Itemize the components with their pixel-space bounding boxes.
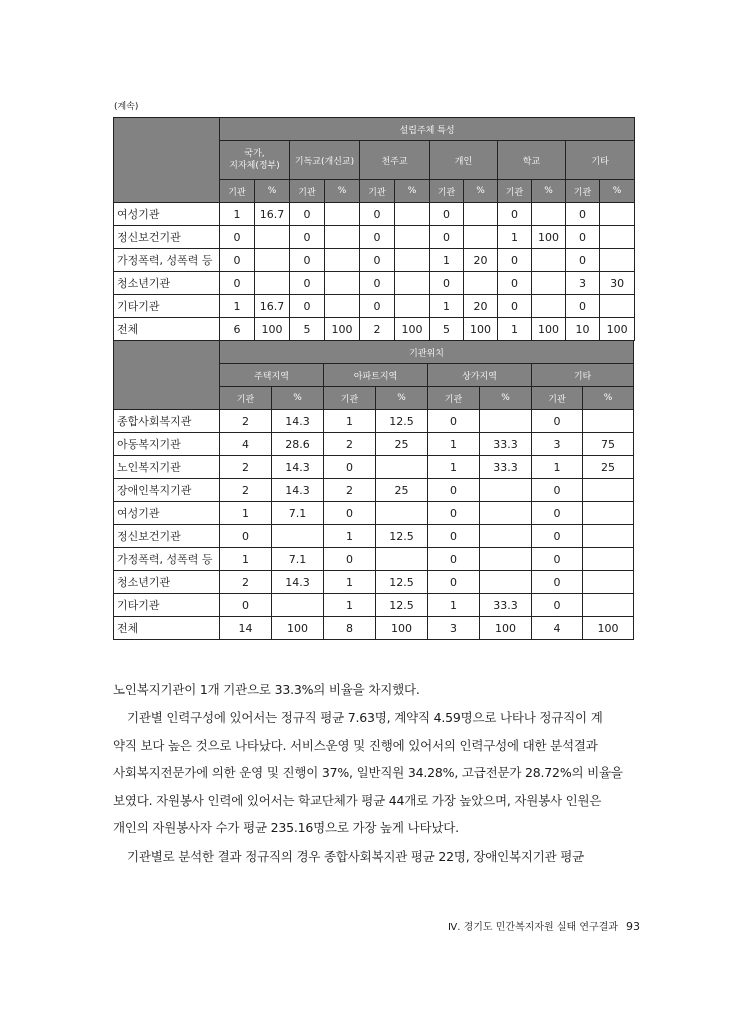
count-cell: 0 — [532, 502, 583, 525]
percent-cell — [600, 226, 635, 249]
table-row — [114, 295, 635, 318]
percent-cell: 100 — [532, 226, 566, 249]
percent-cell — [480, 502, 532, 525]
percent-cell — [532, 249, 566, 272]
count-cell: 4 — [220, 433, 272, 456]
body-text-line-5: 보였다. 자원봉사 인력에 있어서는 학교단체가 평균 44개로 가장 높았으며, 자원봉사 인원은 — [113, 793, 602, 808]
percent-cell — [583, 525, 634, 548]
percent-cell: 14.3 — [272, 571, 324, 594]
subheader-count: 기관 — [324, 387, 376, 410]
row-label: 종합사회복지관 — [114, 410, 220, 433]
percent-cell: 7.1 — [272, 502, 324, 525]
percent-cell: 14.3 — [272, 456, 324, 479]
percent-cell — [395, 203, 430, 226]
count-cell: 5 — [430, 318, 464, 341]
table-row — [114, 272, 635, 295]
percent-cell — [325, 272, 360, 295]
count-cell: 2 — [324, 479, 376, 502]
percent-cell: 100 — [600, 318, 635, 341]
percent-cell — [255, 226, 290, 249]
percent-cell: 28.6 — [272, 433, 324, 456]
percent-cell: 100 — [272, 617, 324, 640]
subheader-percent: % — [376, 387, 428, 410]
subheader-percent: % — [255, 180, 290, 203]
subheader-percent: % — [480, 387, 532, 410]
col-header-government: 국가, 지자체(정부) — [220, 141, 290, 180]
group-header: 기관위치 — [220, 341, 634, 364]
percent-cell — [480, 525, 532, 548]
count-cell: 0 — [428, 548, 480, 571]
percent-cell: 33.3 — [480, 433, 532, 456]
count-cell: 0 — [360, 203, 395, 226]
count-cell: 0 — [290, 272, 325, 295]
table-row — [114, 502, 634, 525]
percent-cell: 33.3 — [480, 594, 532, 617]
percent-cell — [464, 272, 498, 295]
count-cell: 2 — [324, 433, 376, 456]
count-cell: 0 — [566, 249, 600, 272]
percent-cell: 12.5 — [376, 525, 428, 548]
row-label-header — [114, 118, 220, 203]
row-label: 여성기관 — [114, 502, 220, 525]
count-cell: 5 — [290, 318, 325, 341]
row-label: 노인복지기관 — [114, 456, 220, 479]
row-label: 기타기관 — [114, 295, 220, 318]
subheader-percent: % — [325, 180, 360, 203]
percent-cell: 75 — [583, 433, 634, 456]
count-cell: 3 — [566, 272, 600, 295]
percent-cell: 25 — [376, 479, 428, 502]
percent-cell — [532, 295, 566, 318]
count-cell: 0 — [532, 548, 583, 571]
subheader-count: 기관 — [566, 180, 600, 203]
table-row — [114, 571, 634, 594]
table-row — [114, 249, 635, 272]
count-cell: 0 — [428, 525, 480, 548]
table-row — [114, 525, 634, 548]
count-cell: 0 — [290, 295, 325, 318]
percent-cell: 14.3 — [272, 479, 324, 502]
row-label: 정신보건기관 — [114, 226, 220, 249]
percent-cell: 14.3 — [272, 410, 324, 433]
continued-label: (계속) — [114, 102, 139, 112]
table-row — [114, 594, 634, 617]
subheader-percent: % — [395, 180, 430, 203]
percent-cell — [532, 272, 566, 295]
percent-cell — [272, 525, 324, 548]
percent-cell — [325, 249, 360, 272]
subheader-count: 기관 — [360, 180, 395, 203]
count-cell: 0 — [430, 203, 464, 226]
count-cell: 1 — [498, 226, 532, 249]
col-header-commercial: 상가지역 — [428, 364, 532, 387]
col-header-individual: 개인 — [430, 141, 498, 180]
count-cell: 0 — [220, 226, 255, 249]
percent-cell — [480, 479, 532, 502]
count-cell: 1 — [220, 203, 255, 226]
percent-cell — [395, 295, 430, 318]
percent-cell — [464, 226, 498, 249]
count-cell: 0 — [428, 479, 480, 502]
count-cell: 8 — [324, 617, 376, 640]
percent-cell: 100 — [395, 318, 430, 341]
count-cell: 0 — [220, 594, 272, 617]
count-cell: 0 — [428, 410, 480, 433]
col-header-protestant: 기독교(개신교) — [290, 141, 360, 180]
percent-cell — [325, 226, 360, 249]
percent-cell — [600, 249, 635, 272]
row-label: 기타기관 — [114, 594, 220, 617]
col-header-residential: 주택지역 — [220, 364, 324, 387]
count-cell: 0 — [532, 525, 583, 548]
percent-cell — [600, 203, 635, 226]
subheader-percent: % — [583, 387, 634, 410]
percent-cell: 30 — [600, 272, 635, 295]
subheader-count: 기관 — [498, 180, 532, 203]
row-label: 전체 — [114, 318, 220, 341]
percent-cell — [480, 571, 532, 594]
count-cell: 0 — [498, 272, 532, 295]
col-header-other: 기타 — [566, 141, 635, 180]
percent-cell: 25 — [583, 456, 634, 479]
table-row — [114, 318, 635, 341]
subheader-count: 기관 — [220, 387, 272, 410]
count-cell: 0 — [566, 203, 600, 226]
count-cell: 0 — [290, 203, 325, 226]
count-cell: 1 — [324, 594, 376, 617]
percent-cell — [376, 548, 428, 571]
subheader-count: 기관 — [428, 387, 480, 410]
table-row — [114, 548, 634, 571]
count-cell: 1 — [324, 525, 376, 548]
count-cell: 0 — [498, 249, 532, 272]
count-cell: 0 — [532, 410, 583, 433]
percent-cell — [395, 272, 430, 295]
count-cell: 0 — [428, 502, 480, 525]
row-label: 여성기관 — [114, 203, 220, 226]
col-header-apartment: 아파트지역 — [324, 364, 428, 387]
percent-cell — [255, 249, 290, 272]
count-cell: 2 — [220, 456, 272, 479]
count-cell: 4 — [532, 617, 583, 640]
percent-cell — [583, 571, 634, 594]
percent-cell — [583, 594, 634, 617]
count-cell: 0 — [566, 226, 600, 249]
col-header-catholic: 천주교 — [360, 141, 430, 180]
table-row — [114, 617, 634, 640]
count-cell: 0 — [220, 272, 255, 295]
subheader-count: 기관 — [532, 387, 583, 410]
count-cell: 0 — [324, 548, 376, 571]
subheader-count: 기관 — [430, 180, 464, 203]
count-cell: 0 — [360, 226, 395, 249]
count-cell: 0 — [290, 249, 325, 272]
count-cell: 0 — [532, 594, 583, 617]
founding-body-table — [113, 117, 635, 341]
running-title: Ⅳ. 경기도 민간복지자원 실태 연구결과 — [448, 922, 619, 933]
count-cell: 1 — [220, 295, 255, 318]
table-row — [114, 456, 634, 479]
table-row — [114, 203, 635, 226]
percent-cell: 25 — [376, 433, 428, 456]
percent-cell: 100 — [583, 617, 634, 640]
percent-cell: 100 — [376, 617, 428, 640]
group-header: 설립주체 특성 — [220, 118, 635, 141]
count-cell: 0 — [324, 456, 376, 479]
count-cell: 3 — [532, 433, 583, 456]
row-label: 장애인복지기관 — [114, 479, 220, 502]
subheader-percent: % — [532, 180, 566, 203]
percent-cell: 12.5 — [376, 410, 428, 433]
body-text-line-2: 기관별 인력구성에 있어서는 정규직 평균 7.63명, 계약직 4.59명으로 나타나 정규직이 계 — [127, 710, 603, 725]
percent-cell — [376, 502, 428, 525]
subheader-count: 기관 — [220, 180, 255, 203]
count-cell: 1 — [220, 502, 272, 525]
count-cell: 2 — [220, 479, 272, 502]
percent-cell: 12.5 — [376, 571, 428, 594]
percent-cell: 33.3 — [480, 456, 532, 479]
count-cell: 1 — [532, 456, 583, 479]
page-number: 93 — [626, 920, 641, 933]
count-cell: 2 — [360, 318, 395, 341]
count-cell: 3 — [428, 617, 480, 640]
count-cell: 6 — [220, 318, 255, 341]
row-label: 가정폭력, 성폭력 등 — [114, 548, 220, 571]
count-cell: 2 — [220, 410, 272, 433]
body-text-line-1: 노인복지기관이 1개 기관으로 33.3%의 비율을 차지했다. — [113, 682, 420, 697]
count-cell: 14 — [220, 617, 272, 640]
count-cell: 10 — [566, 318, 600, 341]
percent-cell — [583, 479, 634, 502]
row-label: 전체 — [114, 617, 220, 640]
percent-cell — [272, 594, 324, 617]
percent-cell — [325, 295, 360, 318]
percent-cell: 100 — [255, 318, 290, 341]
page-footer — [448, 918, 640, 933]
percent-cell — [395, 249, 430, 272]
count-cell: 0 — [566, 295, 600, 318]
count-cell: 1 — [430, 249, 464, 272]
table-row — [114, 479, 634, 502]
col-header-other: 기타 — [532, 364, 634, 387]
table-row — [114, 226, 635, 249]
percent-cell — [325, 203, 360, 226]
percent-cell — [480, 548, 532, 571]
percent-cell: 20 — [464, 249, 498, 272]
count-cell: 0 — [532, 479, 583, 502]
row-label-header — [114, 341, 220, 410]
percent-cell: 100 — [532, 318, 566, 341]
count-cell: 0 — [220, 525, 272, 548]
table-row — [114, 433, 634, 456]
subheader-count: 기관 — [290, 180, 325, 203]
count-cell: 0 — [290, 226, 325, 249]
count-cell: 1 — [430, 295, 464, 318]
location-table — [113, 340, 634, 640]
count-cell: 2 — [220, 571, 272, 594]
percent-cell — [255, 272, 290, 295]
count-cell: 1 — [220, 548, 272, 571]
percent-cell: 12.5 — [376, 594, 428, 617]
count-cell: 0 — [324, 502, 376, 525]
percent-cell: 100 — [480, 617, 532, 640]
subheader-percent: % — [464, 180, 498, 203]
row-label: 가정폭력, 성폭력 등 — [114, 249, 220, 272]
row-label: 청소년기관 — [114, 571, 220, 594]
table-row — [114, 410, 634, 433]
count-cell: 0 — [498, 203, 532, 226]
percent-cell — [583, 410, 634, 433]
row-label: 아동복지기관 — [114, 433, 220, 456]
percent-cell — [600, 295, 635, 318]
percent-cell: 16.7 — [255, 295, 290, 318]
count-cell: 1 — [324, 410, 376, 433]
count-cell: 0 — [498, 295, 532, 318]
col-header-school: 학교 — [498, 141, 566, 180]
count-cell: 0 — [360, 295, 395, 318]
percent-cell — [376, 456, 428, 479]
percent-cell — [480, 410, 532, 433]
percent-cell — [395, 226, 430, 249]
count-cell: 0 — [430, 226, 464, 249]
body-text-line-3: 약직 보다 높은 것으로 나타났다. 서비스운영 및 진행에 있어서의 인력구성에 대한 분석결과 — [113, 738, 598, 753]
body-text-line-7: 기관별로 분석한 결과 정규직의 경우 종합사회복지관 평균 22명, 장애인복지기관 평균 — [127, 849, 584, 864]
percent-cell — [464, 203, 498, 226]
count-cell: 0 — [430, 272, 464, 295]
percent-cell — [583, 502, 634, 525]
percent-cell: 16.7 — [255, 203, 290, 226]
count-cell: 1 — [324, 571, 376, 594]
percent-cell: 7.1 — [272, 548, 324, 571]
count-cell: 1 — [428, 456, 480, 479]
percent-cell — [532, 203, 566, 226]
row-label: 정신보건기관 — [114, 525, 220, 548]
count-cell: 0 — [532, 571, 583, 594]
count-cell: 0 — [220, 249, 255, 272]
percent-cell: 20 — [464, 295, 498, 318]
count-cell: 0 — [360, 249, 395, 272]
count-cell: 1 — [498, 318, 532, 341]
count-cell: 1 — [428, 594, 480, 617]
percent-cell — [583, 548, 634, 571]
count-cell: 0 — [428, 571, 480, 594]
percent-cell: 100 — [464, 318, 498, 341]
count-cell: 1 — [428, 433, 480, 456]
subheader-percent: % — [600, 180, 635, 203]
count-cell: 0 — [360, 272, 395, 295]
percent-cell: 100 — [325, 318, 360, 341]
subheader-percent: % — [272, 387, 324, 410]
row-label: 청소년기관 — [114, 272, 220, 295]
body-text-line-4: 사회복지전문가에 의한 운영 및 진행이 37%, 일반직원 34.28%, 고급전문가 28.72%의 비율을 — [113, 765, 623, 780]
body-text-line-6: 개인의 자원봉사자 수가 평균 235.16명으로 가장 높게 나타났다. — [113, 820, 459, 835]
